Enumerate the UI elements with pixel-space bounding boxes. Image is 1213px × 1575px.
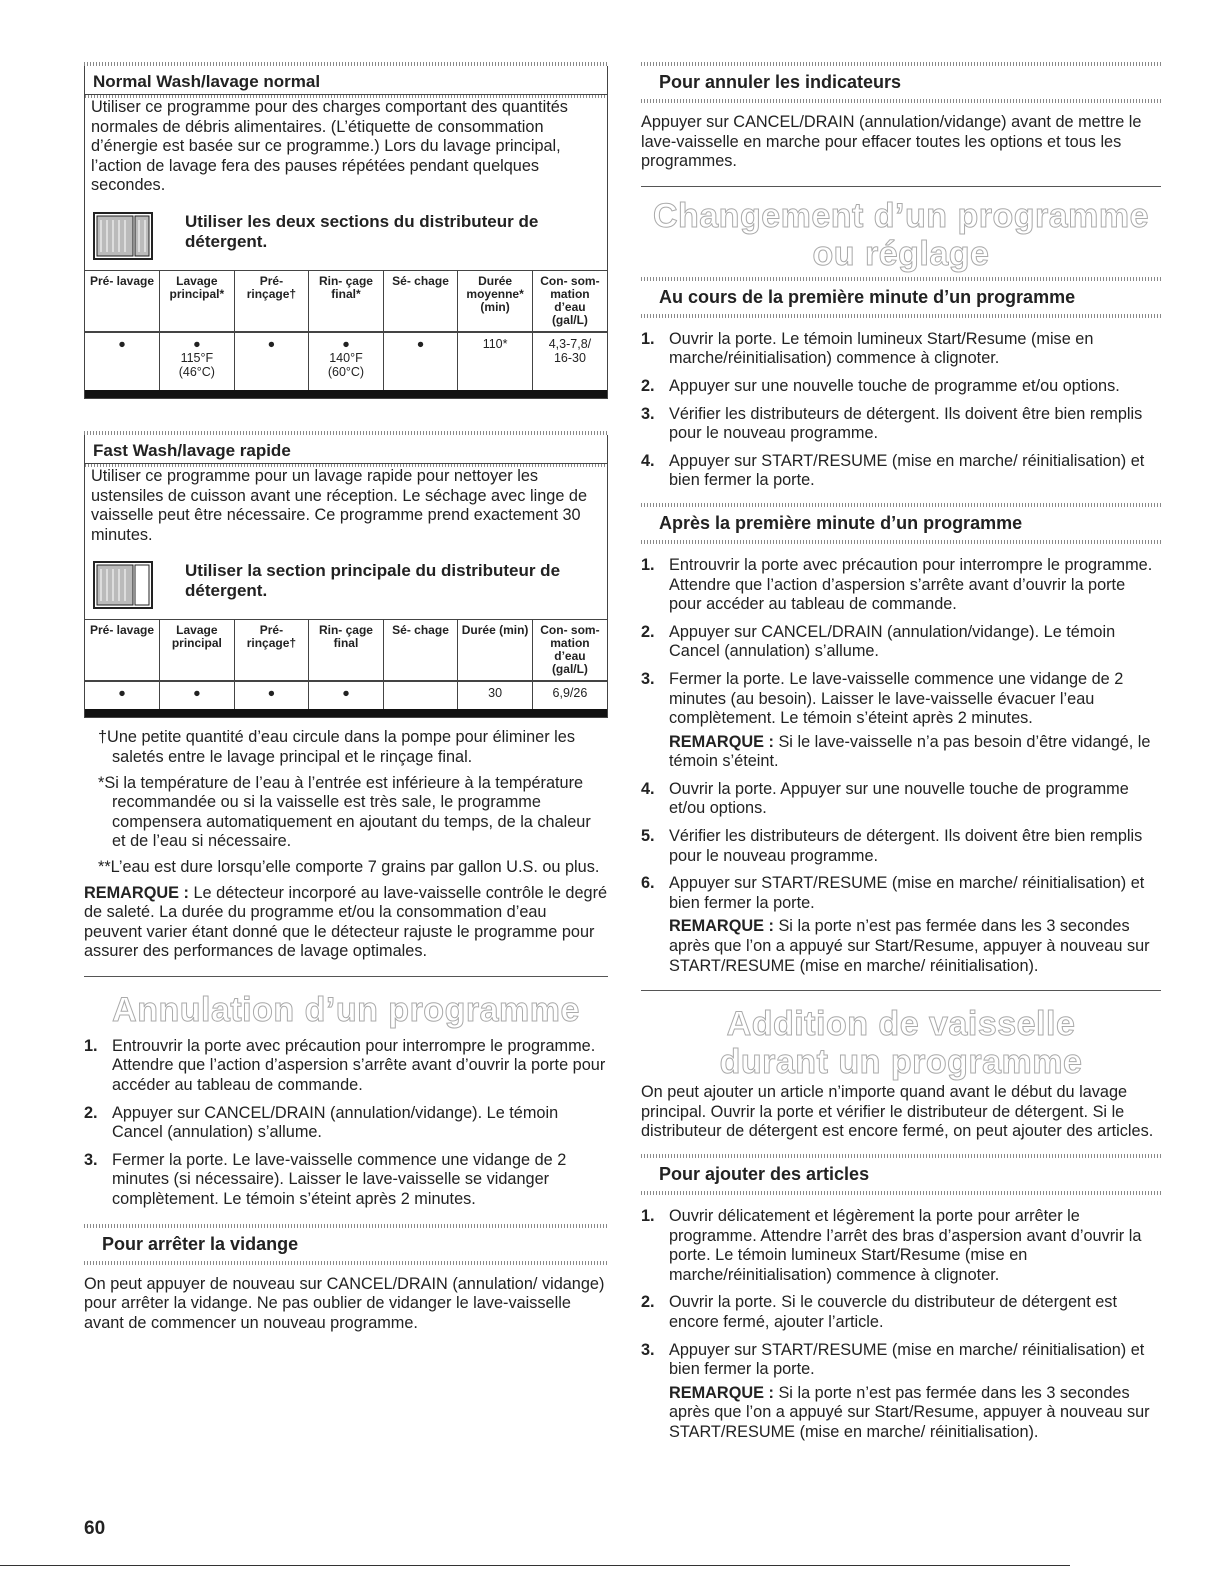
remarque-text: Le détecteur incorporé au lave-vaisselle contrôle le degré de saleté. La durée du programme et/ou la consommation d’eau peuvent varier étant donné que le détecteur rajuste le programme pour assurer des performances de lavage optimales. — [84, 883, 608, 961]
list-item — [84, 1104, 608, 1143]
table-cell: 4,3-7,8/ 16-30 — [532, 332, 607, 390]
page-number: 60 — [84, 1518, 106, 1539]
step-text: Ouvrir la porte. Le témoin lumineux Start/Resume (mise en marche/réinitialisation) commence à clignoter. — [669, 329, 1094, 368]
step-number: 5. — [641, 827, 655, 846]
table-header: Con- som- mation d’eau (gal/L) — [532, 270, 607, 332]
list-item — [641, 670, 1161, 772]
fast-wash-text: Utiliser ce programme pour un lavage rapide pour nettoyer les ustensiles de cuisson avant une réception. Le séchage avec linge de vaisselle peut être nécessaire. Ce programme prend exactement 30 minutes. — [91, 466, 588, 544]
table-header: Pré- lavage — [85, 270, 160, 332]
list-item — [84, 1151, 608, 1210]
step-number: 3. — [641, 404, 655, 423]
note-text: Si le lave-vaisselle n’a pas besoin d’être vidangé, le témoin s’éteint. — [669, 732, 1151, 771]
table-header: Pré- rinçage† — [234, 270, 309, 332]
step-number: 2. — [641, 1293, 655, 1312]
step-text: Ouvrir délicatement et légèrement la porte pour arrêter le programme. Attendre l’arrêt des bras d’aspersion avant d’ouvrir la porte. Le témoin lumineux Start/Resume (mise en marche/réinitialisation) commence à clignoter. — [669, 1207, 1142, 1284]
list-item — [641, 1341, 1161, 1443]
normal-wash-text: Utiliser ce programme pour des charges comportant des quantités normales de débris alimentaires. (L’étiquette de consommation d’énergie est basée sur ce programme.) Lors du lavage principal, l’action de lavage fera des pauses répétées pendant quelques secondes. — [91, 98, 568, 195]
arreter-title: Pour arrêter la vidange — [102, 1233, 299, 1254]
step-number: 2. — [641, 376, 655, 395]
step-number: 1. — [84, 1036, 98, 1055]
table-cell: ● — [234, 681, 309, 709]
step-number: 3. — [84, 1150, 98, 1169]
annuler-text: Appuyer sur CANCEL/DRAIN (annulation/vidange) avant de mettre le lave-vaisselle en marche pour effacer toutes les options et tous les programmes. — [641, 113, 1142, 171]
note-text: Si la porte n’est pas fermée dans les 3 secondes après que l’on a appuyé sur Start/Resume, appuyer à nouveau sur START/RESUME (mise en marche/ réinitialisation). — [669, 1383, 1150, 1441]
list-item — [641, 874, 1161, 976]
step-text: Fermer la porte. Le lave-vaisselle commence une vidange de 2 minutes (si nécessaire). Laisser le lave-vaisselle se vidanger complètement. Le témoin s’éteint après 2 minutes. — [112, 1150, 567, 1209]
table-header: Pré- rinçage† — [234, 620, 309, 682]
table-header: Sé- chage — [383, 620, 458, 682]
step-text: Entrouvrir la porte avec précaution pour interrompre le programme. Attendre que l’action d’aspersion s’arrête avant d’ouvrir la porte pour accéder au tableau de commande. — [112, 1036, 606, 1095]
arreter-text: On peut appuyer de nouveau sur CANCEL/DRAIN (annulation/ vidange) pour arrêter la vidange. Ne pas oublier de vidanger le lave-vaisselle avant de commencer un nouveau programme. — [84, 1274, 605, 1332]
table-header: Durée moyenne* (min) — [458, 270, 533, 332]
changement-title: Changement d’un programme ou réglage — [652, 196, 1150, 273]
step-number: 1. — [641, 329, 655, 348]
list-item — [641, 405, 1161, 444]
table-cell: ● — [383, 332, 458, 390]
addition-title-line1: Addition de vaisselle — [726, 1005, 1076, 1044]
step-text: Appuyer sur CANCEL/DRAIN (annulation/vidange). Le témoin Cancel (annulation) s’allume. — [112, 1103, 559, 1142]
list-item — [641, 377, 1161, 397]
step-text: Appuyer sur CANCEL/DRAIN (annulation/vidange). Le témoin Cancel (annulation) s’allume. — [669, 622, 1116, 661]
annuler-title: Pour annuler les indicateurs — [659, 72, 902, 92]
step-number: 3. — [641, 1340, 655, 1359]
step-text: Vérifier les distributeurs de détergent. Ils doivent être bien remplis pour le nouveau programme. — [669, 827, 1143, 865]
list-item — [641, 330, 1161, 369]
table-cell: ● — [234, 332, 309, 390]
footnote-star: *Si la température de l’eau à l’entrée est inférieure à la température recommandée ou si la vaisselle est très sale, le programme compensera automatiquement en ajoutant du temps, de la chaleur et de l’eau si nécessaire. — [98, 773, 591, 851]
table-bottom-bar — [85, 709, 607, 717]
step-number: 4. — [641, 779, 655, 798]
list-item — [641, 556, 1161, 615]
detergent-dispenser-main-icon — [93, 561, 153, 609]
left-column — [84, 62, 608, 1333]
note-label: REMARQUE : — [669, 917, 774, 936]
remarque-paragraph — [84, 884, 608, 962]
list-item — [641, 827, 1161, 866]
footnote-double-star: **L’eau est dure lorsqu’elle comporte 7 grains par gallon U.S. ou plus. — [98, 857, 600, 876]
note-label: REMARQUE : — [669, 1383, 774, 1402]
addition-title-line2: durant un programme — [719, 1043, 1083, 1082]
fast-wash-title: Fast Wash/lavage rapide — [85, 435, 607, 464]
footnote-dagger: †Une petite quantité d’eau circule dans la pompe pour éliminer les saletés entre le lavage principal et le rinçage final. — [98, 728, 575, 766]
fast-cycle-table — [85, 619, 607, 709]
step-number: 4. — [641, 451, 655, 470]
table-cell: ● 115°F (46°C) — [160, 332, 235, 390]
annulation-steps — [84, 1037, 608, 1210]
note-label: REMARQUE : — [669, 732, 774, 751]
addition-text: On peut ajouter un article n’importe quand avant le début du lavage principal. Ouvrir la porte et vérifier le distributeur de détergent. Si le distributeur de détergent est encore fermé, on peut ajouter des articles. — [641, 1083, 1154, 1141]
step-note — [669, 917, 1161, 976]
step-number: 3. — [641, 669, 655, 688]
bottom-rule — [0, 1565, 1070, 1566]
detergent-dispenser-both-icon — [93, 212, 153, 260]
table-bottom-bar — [85, 390, 607, 398]
table-cell: ● — [85, 332, 160, 390]
step-number: 1. — [641, 555, 655, 574]
cours-title: Au cours de la première minute d’un programme — [659, 286, 1076, 307]
table-header: Lavage principal — [160, 620, 235, 682]
table-header: Pré- lavage — [85, 620, 160, 682]
right-column — [641, 62, 1161, 1451]
table-cell: 110* — [458, 332, 533, 390]
table-header: Rin- çage final* — [309, 270, 384, 332]
normal-detergent-instruction: Utiliser les deux sections du distributeur de détergent. — [185, 211, 539, 251]
step-text: Appuyer sur START/RESUME (mise en marche/ réinitialisation) et bien fermer la porte. — [669, 874, 1145, 912]
table-header: Rin- çage final — [309, 620, 384, 682]
table-cell: ● — [85, 681, 160, 709]
table-cell: ● — [309, 681, 384, 709]
cours-steps — [641, 330, 1161, 491]
step-text: Entrouvrir la porte avec précaution pour interrompre le programme. Attendre que l’action d’aspersion s’arrête avant d’ouvrir la porte pour accéder au tableau de commande. — [669, 555, 1153, 614]
list-item — [641, 452, 1161, 491]
table-cell: 6,9/26 — [532, 681, 607, 709]
fast-wash-box — [84, 435, 608, 718]
table-header: Lavage principal* — [160, 270, 235, 332]
step-text: Ouvrir la porte. Appuyer sur une nouvelle touche de programme et/ou options. — [669, 779, 1129, 818]
normal-wash-box — [84, 66, 608, 399]
annulation-title: Annulation d’un programme — [112, 990, 580, 1029]
step-note — [669, 1384, 1161, 1443]
table-cell: 30 — [458, 681, 533, 709]
table-cell: ● — [160, 681, 235, 709]
step-text: Fermer la porte. Le lave-vaisselle commence une vidange de 2 minutes (au besoin). Laisser le lave-vaisselle évacuer l’eau complètement. Le témoin s’éteint après 2 minutes. — [669, 669, 1124, 728]
step-text: Vérifier les distributeurs de détergent. Ils doivent être bien remplis pour le nouveau programme. — [669, 404, 1143, 443]
list-item — [641, 780, 1161, 819]
step-text: Appuyer sur une nouvelle touche de programme et/ou options. — [669, 376, 1120, 395]
normal-cycle-table — [85, 270, 607, 390]
normal-wash-title: Normal Wash/lavage normal — [85, 66, 607, 95]
apres-title: Après la première minute d’un programme — [659, 512, 1023, 533]
table-cell: ● 140°F (60°C) — [309, 332, 384, 390]
ajouter-title: Pour ajouter des articles — [659, 1164, 870, 1184]
note-text: Si la porte n’est pas fermée dans les 3 secondes après que l’on a appuyé sur Start/Resume, appuyer à nouveau sur START/RESUME (mise en marche/ réinitialisation). — [669, 917, 1150, 975]
table-cell — [383, 681, 458, 709]
step-note — [669, 733, 1161, 772]
list-item — [641, 1293, 1161, 1332]
list-item — [84, 1037, 608, 1096]
step-number: 1. — [641, 1207, 655, 1225]
list-item — [641, 1207, 1161, 1285]
step-number: 2. — [84, 1103, 98, 1122]
step-text: Appuyer sur START/RESUME (mise en marche/ réinitialisation) et bien fermer la porte. — [669, 1340, 1145, 1379]
table-header: Sé- chage — [383, 270, 458, 332]
apres-steps — [641, 556, 1161, 976]
step-number: 6. — [641, 874, 655, 893]
list-item — [641, 623, 1161, 662]
step-text: Ouvrir la porte. Si le couvercle du distributeur de détergent est encore fermé, ajouter l’article. — [669, 1293, 1117, 1331]
step-number: 2. — [641, 622, 655, 641]
remarque-label: REMARQUE : — [84, 883, 189, 902]
step-text: Appuyer sur START/RESUME (mise en marche/ réinitialisation) et bien fermer la porte. — [669, 451, 1145, 490]
ajouter-steps — [641, 1207, 1161, 1443]
table-header: Con- som- mation d’eau (gal/L) — [532, 620, 607, 682]
table-header: Durée (min) — [458, 620, 533, 682]
fast-detergent-instruction: Utiliser la section principale du distributeur de détergent. — [185, 561, 561, 601]
